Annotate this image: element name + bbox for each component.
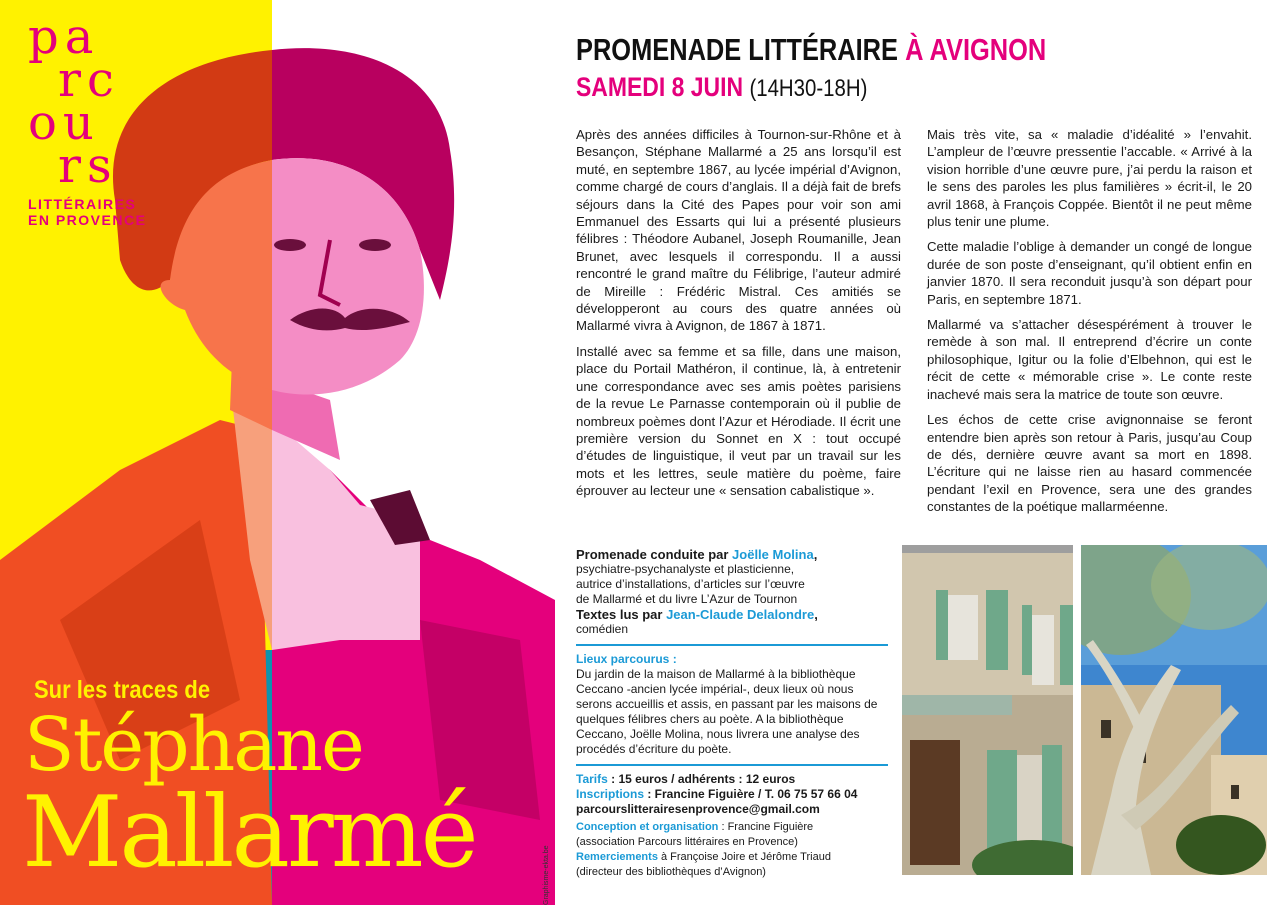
poster-subtitle: Sur les traces de (34, 676, 211, 704)
tree-photo (1081, 545, 1267, 875)
paragraph: Cette maladie l’oblige à demander un congé de longue durée de son poste d’enseignant, qu’il obtient enfin en janvier 1870. Il sera reconduit jusqu’à son départ pour Paris, en septembre 1871. (927, 239, 1252, 307)
guide-desc-1: psychiatre-psychanalyste et plasticienne, (576, 562, 795, 576)
thanks-label: Remerciements (576, 851, 658, 863)
graphic-credit: Graphisme-ekta.be (543, 845, 550, 905)
body-column-2 (927, 126, 1252, 524)
poster-panel (0, 0, 555, 905)
tarifs-text: : 15 euros / adhérents : 12 euros (607, 772, 796, 786)
event-title-accent: À AVIGNON (905, 32, 1047, 67)
thanks-text-2: (directeur des bibliothèques d’Avignon) (576, 866, 766, 878)
paragraph: Les échos de cette crise avignonnaise se feront entendre bien après son retour à Paris, jusqu’au Coup de dés, dernière œuvre avant sa mort en 1898. L’écriture qui ne laisse rien au hasard commencée pendant l’exil en Provence, sera une des grandes constantes de la poétique mallarméenne. (927, 412, 1252, 515)
contact-email[interactable]: parcourslitterairesenprovence@gmail.com (576, 802, 820, 816)
inscriptions-label: Inscriptions (576, 787, 645, 801)
logo-sub-1: LITTÉRAIRES (28, 196, 137, 212)
event-date (576, 72, 867, 103)
concept-text-2: (association Parcours littéraires en Provence) (576, 836, 798, 848)
concept-text: : Francine Figuière (718, 821, 814, 833)
poster-first-name: Stéphane (24, 702, 363, 788)
thanks-text: à Françoise Joire et Jérôme Triaud (657, 851, 831, 863)
logo-sub-2: EN PROVENCE (28, 212, 147, 228)
poster-last-name: Mallarmé (22, 776, 476, 890)
places-text: Du jardin de la maison de Mallarmé à la bibliothèque Ceccano -ancien lycée impérial-, deux lieux où nous serons accueillis et assis, en passant par les maisons de quelques félibres chers au poète. A la bibliothèque Ceccano, Joëlle Molina, nous livrera une analyse des procédés d’écriture du poète. (576, 667, 878, 756)
concept-label: Conception et organisation (576, 821, 719, 833)
places-label: Lieux parcourus : (576, 652, 677, 666)
event-time: (14H30-18H) (749, 75, 868, 102)
logo-line-4: rs (58, 138, 118, 194)
guide-desc-2: autrice d’installations, d’articles sur l’œuvre (576, 577, 805, 591)
guide-label: Promenade conduite par (576, 547, 733, 562)
logo-line-1: pa (28, 9, 100, 65)
practical-info (576, 547, 888, 880)
paragraph: Après des années difficiles à Tournon-sur-Rhône et à Besançon, Stéphane Mallarmé a 25 ans lorsqu’il est muté, en septembre 1867, au lycée impérial d’Avignon, comme chargé de cours d’anglais. Il a déjà fait de brefs séjours dans la Cité des Papes pour voir son ami Emmanuel des Essarts qui lui a présenté plusieurs félibres : Théodore Aubanel, Joseph Roumanille, Jean Brunet, avec lesquels il correspondu. Il a aussi rencontré le grand maître du Félibrige, l’auteur admiré de Mireille : Frédéric Mistral. Ces amitiés se développeront au cours des quatre années où Mallarmé vivra à Avignon, de 1867 à 1871. (576, 127, 901, 334)
divider (576, 764, 888, 766)
logo-line-2: rc (58, 52, 120, 108)
paragraph: Mallarmé va s’attacher désespérément à trouver le remède à son mal. Il entreprend d’écrire un conte philosophique, Igitur ou la folie d’Elbehnon, qui est le récit de cette « mémorable crise ». Le conte reste inachevé mais sera la matrice de toute son œuvre. (927, 317, 1252, 402)
event-title-main: PROMENADE LITTÉRAIRE (576, 32, 906, 67)
guide-name: Joëlle Molina (732, 547, 814, 562)
logo-line-3: ou (28, 95, 100, 151)
logo (28, 9, 228, 228)
paragraph: Installé avec sa femme et sa fille, dans une maison, place du Portail Mathéron, il continue, là, à entretenir une correspondance avec ses amis poètes parisiens de la revue Le Parnasse contemporain où il publie de nombreux poèmes dont l’Azur et Hérodiade. Il écrit une première version du Sonnet en X : tout occupé d’études de linguistique, il veut par un travail sur les mots et les lettres, seule matière du poème, faire éprouver au lecteur une « sensation cabalistique ». (576, 343, 901, 499)
reader-name: Jean-Claude Delalondre (666, 607, 815, 622)
guide-comma: , (813, 547, 818, 562)
divider (576, 644, 888, 646)
body-column-1 (576, 126, 901, 508)
reader-desc: comédien (576, 622, 629, 636)
event-title (576, 32, 1046, 68)
guide-desc-3: de Mallarmé et du livre L’Azur de Tournon (576, 592, 798, 606)
reader-comma: , (814, 607, 818, 622)
tarifs-label: Tarifs (576, 772, 608, 786)
reader-label: Textes lus par (576, 607, 667, 622)
inscriptions-text: : Francine Figuière / T. 06 75 57 66 04 (644, 787, 858, 801)
event-date-day: SAMEDI 8 JUIN (576, 72, 750, 102)
paragraph: Mais très vite, sa « maladie d’idéalité » l’envahit. L’ampleur de l’œuvre pressentie l’accable. « Arrivé à la vision horrible d’une œuvre pure, j’ai perdu la raison et le sens des paroles les plus familières » écrit-il, le 20 avril 1868, à François Coppée. Bientôt il ne peut même plus tenir une plume. (927, 127, 1252, 230)
house-photo (902, 545, 1073, 875)
